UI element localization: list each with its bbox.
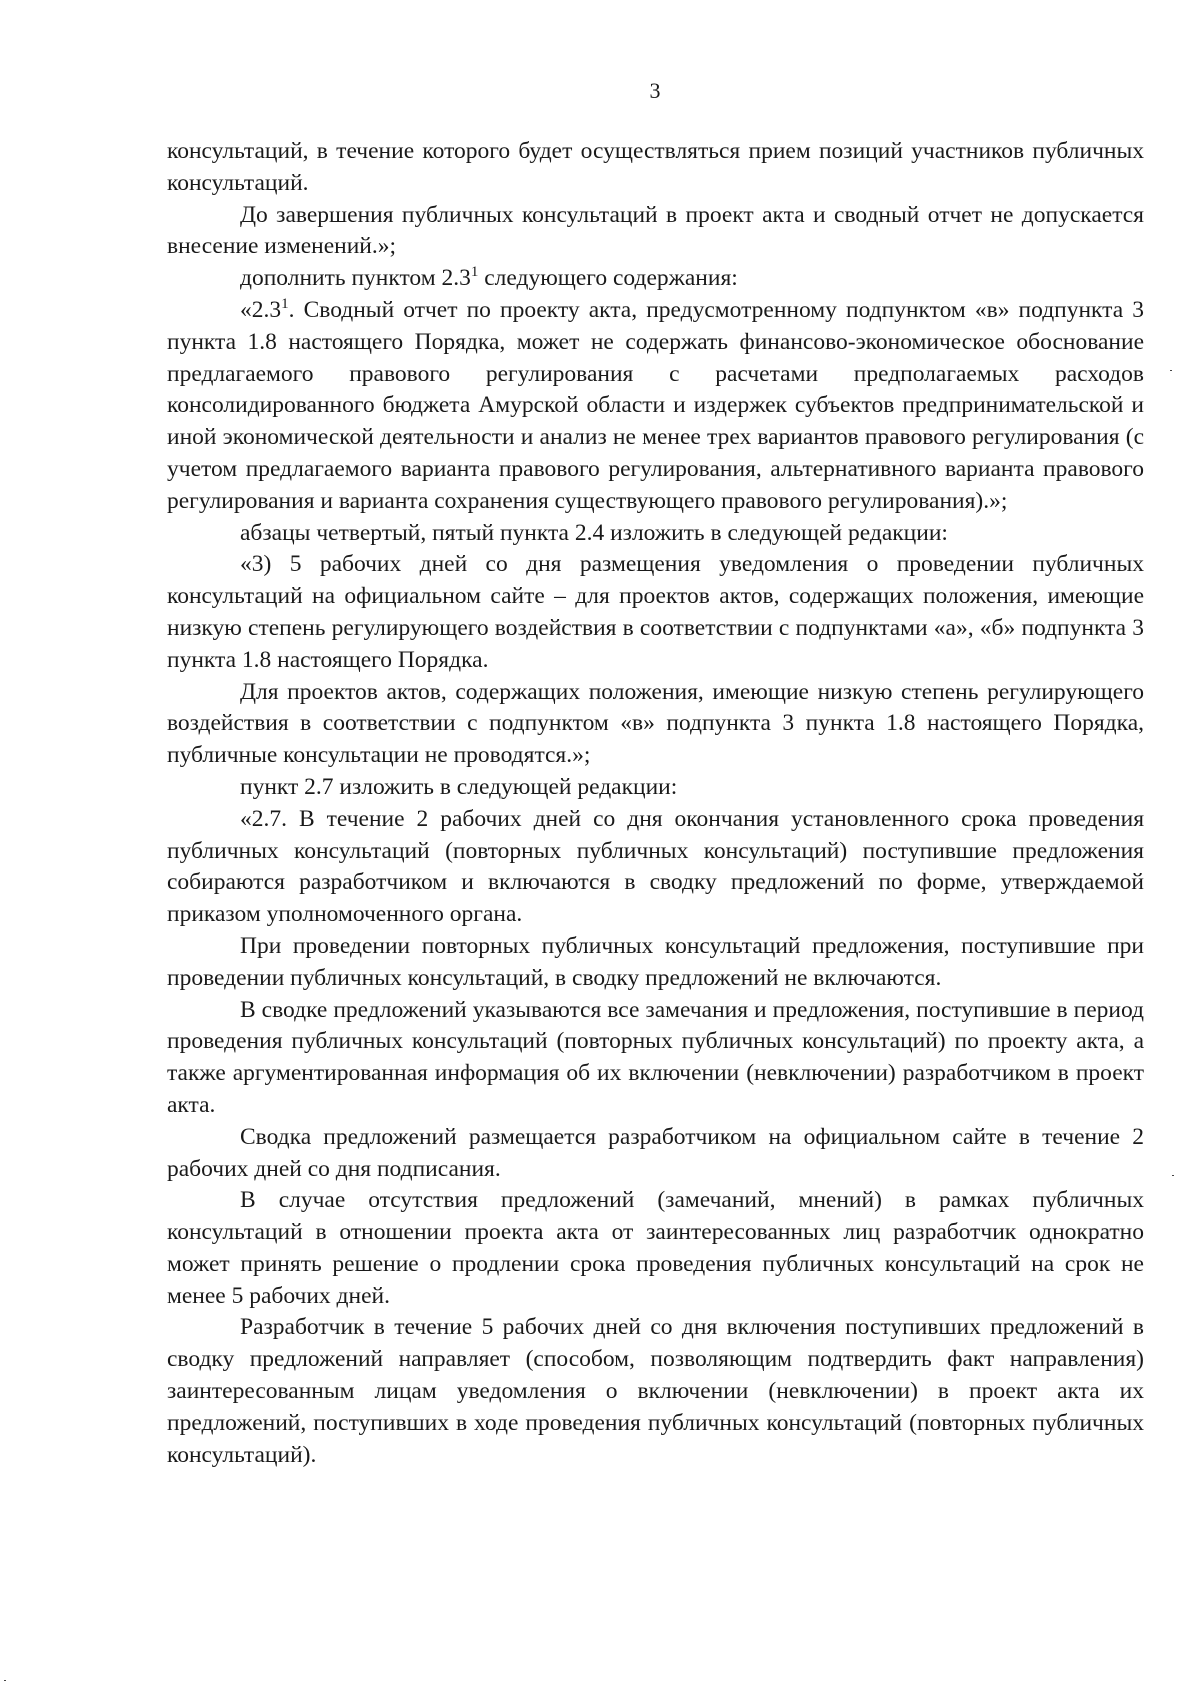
paragraph-add-clause-tail: следующего содержания: <box>478 265 738 292</box>
paragraph-add-clause-text: дополнить пунктом 2.3 <box>240 265 471 292</box>
clause-2-3-1-text: . Сводный отчет по проекту акта, предусмотренному подпунктом «в» подпункта 3 пункта 1.8 настоящего Порядка, может не содержать финансово-экономическое обоснование предлагаемого правового регулирования с расчетами предполагаемых расходов консолидированного бюджета Амурской области и издержек субъектов предпринимательской и иной экономической деятельности и анализ не менее трех вариантов правового регулирования (с учетом предлагаемого варианта правового регулирования, альтернативного варианта правового регулирования и варианта сохранения существующего правового регулирования).»; <box>167 296 1144 514</box>
paragraph-clause-2-3-1 <box>167 295 1144 518</box>
paragraph-item-3: «3) 5 рабочих дней со дня размещения уведомления о проведении публичных консультаций на официальном сайте – для проектов актов, содержащих положения, имеющие низкую степень регулирующего воздействия в соответствии с подпунктами «а», «б» подпункта 3 пункта 1.8 настоящего Порядка. <box>167 551 1144 673</box>
paragraph-extension: В случае отсутствия предложений (замечаний, мнений) в рамках публичных консультаций в отношении проекта акта от заинтересованных лиц разработчик однократно может принять решение о продлении срока проведения публичных консультаций на срок не менее 5 рабочих дней. <box>167 1187 1144 1309</box>
paragraph-low-impact: Для проектов актов, содержащих положения, имеющие низкую степень регулирующего воздействия в соответствии с подпунктом «в» подпункта 3 пункта 1.8 настоящего Порядка, публичные консультации не проводятся.»; <box>167 678 1144 769</box>
paragraph-repeat-consultations: При проведении повторных публичных консультаций предложения, поступившие при проведении публичных консультаций, в сводку предложений не включаются. <box>167 932 1144 991</box>
superscript-index: 1 <box>470 264 479 281</box>
paragraph-notification: Разработчик в течение 5 рабочих дней со дня включения поступивших предложений в сводку предложений направляет (способом, позволяющим подтвердить факт направления) заинтересованным лицам уведомления о включении (невключении) в проект акта их предложений, поступивших в ходе проведения публичных консультаций (повторных публичных консультаций). <box>167 1314 1144 1468</box>
document-body <box>167 136 1144 1471</box>
scan-speck <box>1170 370 1172 371</box>
paragraph-no-changes: До завершения публичных консультаций в проект акта и сводный отчет не допускается внесение изменений.»; <box>167 201 1144 260</box>
paragraph-add-clause-2-3-1 <box>167 263 1144 295</box>
clause-number: «2.3 <box>240 296 282 323</box>
paragraph-summary-contents: В сводке предложений указываются все замечания и предложения, поступившие в период проведения публичных консультаций (повторных публичных консультаций) по проекту акта, а также аргументированная информация об их включении (невключении) разработчиком в проект акта. <box>167 996 1144 1118</box>
scan-speck <box>4 1680 6 1681</box>
paragraph-summary-publication: Сводка предложений размещается разработчиком на официальном сайте в течение 2 рабочих дней со дня подписания. <box>167 1123 1144 1182</box>
paragraph-consultation-period: консультаций, в течение которого будет осуществляться прием позиций участников публичных консультаций. <box>167 138 1144 196</box>
paragraph-clause-2-4-intro: абзацы четвертый, пятый пункта 2.4 изложить в следующей редакции: <box>240 519 948 546</box>
page-number: 3 <box>649 78 661 103</box>
scan-speck <box>1172 1175 1174 1176</box>
superscript-index: 1 <box>281 296 289 313</box>
paragraph-clause-2-7: «2.7. В течение 2 рабочих дней со дня окончания установленного срока проведения публичных консультаций (повторных публичных консультаций) поступившие предложения собираются разработчиком и включаются в сводку предложений по форме, утверждаемой приказом уполномоченного органа. <box>167 805 1144 928</box>
paragraph-clause-2-7-intro: пункт 2.7 изложить в следующей редакции: <box>240 773 678 800</box>
